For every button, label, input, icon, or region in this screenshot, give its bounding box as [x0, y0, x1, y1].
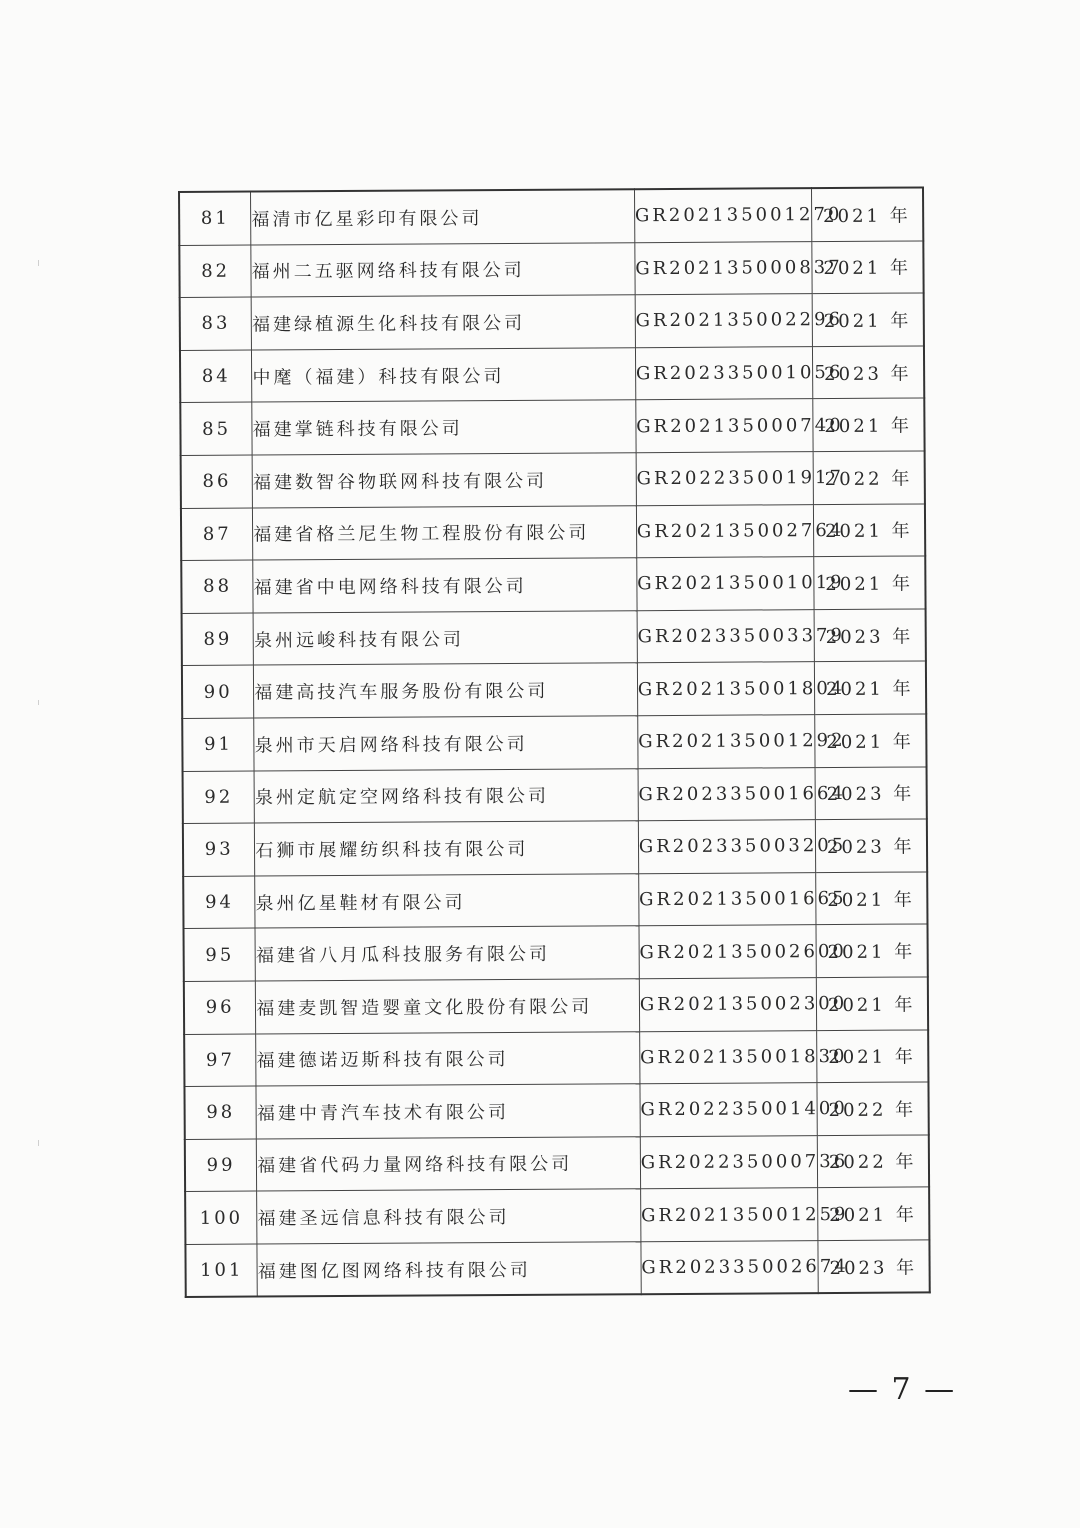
scan-margin-mark	[38, 700, 39, 705]
certificate-number: GR202135002600	[639, 925, 816, 979]
company-name: 中麾（福建）科技有限公司	[252, 347, 636, 402]
table-row	[185, 1187, 929, 1244]
company-name: 福建省八月瓜科技服务有限公司	[255, 926, 639, 981]
row-number: 86	[181, 455, 253, 508]
table-body	[179, 187, 930, 1297]
table-row	[181, 504, 925, 561]
table-row	[182, 661, 926, 718]
table-row	[185, 1135, 929, 1192]
certificate-number: GR202135002300	[639, 978, 816, 1032]
company-name: 泉州远峻科技有限公司	[253, 610, 637, 665]
page-number: — 7 —	[848, 1372, 957, 1407]
row-number: 91	[182, 718, 254, 771]
certificate-number: GR202135001270	[634, 188, 811, 242]
row-number: 87	[181, 508, 253, 561]
certification-year: 2021 年	[812, 293, 924, 346]
row-number: 85	[180, 402, 252, 455]
table-row	[183, 872, 927, 929]
row-number: 98	[184, 1086, 256, 1139]
certification-year: 2021 年	[811, 241, 923, 294]
company-name: 石狮市展耀纺织科技有限公司	[255, 821, 639, 876]
table-row	[184, 977, 928, 1034]
certificate-number: GR202335003379	[637, 609, 814, 663]
table-row	[180, 293, 924, 350]
row-number: 100	[185, 1191, 257, 1244]
certification-year: 2021 年	[814, 661, 926, 714]
certificate-number: GR202135001259	[640, 1188, 817, 1242]
certification-year: 2023 年	[812, 346, 924, 399]
certificate-number: GR202135001292	[638, 715, 815, 769]
scan-margin-mark	[38, 260, 39, 266]
row-number: 99	[185, 1139, 257, 1192]
certificate-number: GR202335002674	[641, 1240, 818, 1294]
certification-year: 2021 年	[813, 556, 925, 609]
row-number: 96	[184, 981, 256, 1034]
company-name: 福建高技汽车服务股份有限公司	[254, 663, 638, 718]
company-name: 福建省中电网络科技有限公司	[253, 558, 637, 613]
company-name: 福州二五驱网络科技有限公司	[251, 242, 635, 297]
certificate-number: GR202235000736	[640, 1135, 817, 1189]
certification-year: 2022 年	[817, 1135, 929, 1188]
certification-year: 2022 年	[816, 1082, 928, 1135]
row-number: 84	[180, 350, 252, 403]
row-number: 83	[180, 297, 252, 350]
company-name: 福建掌链科技有限公司	[252, 400, 636, 455]
certification-year: 2021 年	[816, 1029, 928, 1082]
certification-year: 2023 年	[815, 819, 927, 872]
certification-year: 2021 年	[816, 977, 928, 1030]
table-row	[181, 451, 925, 508]
certificate-number: GR202135000740	[636, 399, 813, 453]
row-number: 94	[183, 876, 255, 929]
certificate-number: GR202335001664	[638, 767, 815, 821]
certification-year: 2021 年	[817, 1187, 929, 1240]
row-number: 90	[182, 665, 254, 718]
certificate-number: GR202335001056	[635, 346, 812, 400]
company-name: 福建省代码力量网络科技有限公司	[257, 1136, 641, 1191]
company-name: 福建麦凯智造婴童文化股份有限公司	[256, 979, 640, 1034]
table-row	[180, 346, 924, 403]
enterprise-table	[178, 186, 931, 1298]
table-row	[185, 1240, 929, 1298]
certificate-number: GR202235001917	[636, 452, 813, 506]
row-number: 88	[181, 560, 253, 613]
row-number: 81	[179, 192, 251, 246]
certificate-number: GR202135002764	[636, 504, 813, 558]
certificate-number: GR202235001400	[640, 1083, 817, 1137]
company-name: 福建省格兰尼生物工程股份有限公司	[253, 505, 637, 560]
certification-year: 2022 年	[813, 451, 925, 504]
certification-year: 2023 年	[817, 1240, 929, 1294]
scan-margin-mark	[38, 1140, 39, 1146]
row-number: 97	[184, 1034, 256, 1087]
row-number: 101	[185, 1244, 257, 1298]
company-name: 泉州定航定空网络科技有限公司	[254, 768, 638, 823]
company-name: 福建德诺迈斯科技有限公司	[256, 1031, 640, 1086]
certification-year: 2021 年	[812, 398, 924, 451]
table-row	[184, 1029, 928, 1086]
company-name: 福清市亿星彩印有限公司	[251, 189, 635, 244]
company-name: 泉州市天启网络科技有限公司	[254, 716, 638, 771]
row-number: 92	[183, 771, 255, 824]
table-row	[179, 187, 923, 245]
company-name: 福建图亿图网络科技有限公司	[257, 1242, 641, 1297]
company-name: 福建数智谷物联网科技有限公司	[252, 453, 636, 508]
certificate-number: GR202135001019	[637, 557, 814, 611]
certificate-number: GR202335003205	[638, 820, 815, 874]
table-row	[182, 609, 926, 666]
company-name: 福建圣远信息科技有限公司	[257, 1189, 641, 1244]
company-name: 福建中青汽车技术有限公司	[256, 1084, 640, 1139]
row-number: 93	[183, 823, 255, 876]
table-row	[182, 714, 926, 771]
enterprise-table-container	[178, 186, 931, 1298]
table-row	[183, 766, 927, 823]
certificate-number: GR202135000837	[635, 241, 812, 295]
certificate-number: GR202135001830	[639, 1030, 816, 1084]
row-number: 82	[179, 245, 251, 298]
table-row	[181, 556, 925, 613]
table-row	[184, 1082, 928, 1139]
company-name: 泉州亿星鞋材有限公司	[255, 873, 639, 928]
table-row	[183, 819, 927, 876]
certification-year: 2021 年	[813, 504, 925, 557]
row-number: 89	[182, 613, 254, 666]
certification-year: 2021 年	[815, 872, 927, 925]
table-row	[184, 924, 928, 981]
certification-year: 2023 年	[814, 609, 926, 662]
certificate-number: GR202135001665	[638, 872, 815, 926]
certificate-number: GR202135001804	[637, 662, 814, 716]
row-number: 95	[184, 928, 256, 981]
table-row	[180, 398, 924, 455]
certification-year: 2021 年	[811, 187, 923, 241]
table-row	[179, 241, 923, 298]
company-name: 福建绿植源生化科技有限公司	[251, 295, 635, 350]
certification-year: 2021 年	[816, 924, 928, 977]
certification-year: 2023 年	[815, 766, 927, 819]
certification-year: 2021 年	[814, 714, 926, 767]
certificate-number: GR202135002296	[635, 294, 812, 348]
